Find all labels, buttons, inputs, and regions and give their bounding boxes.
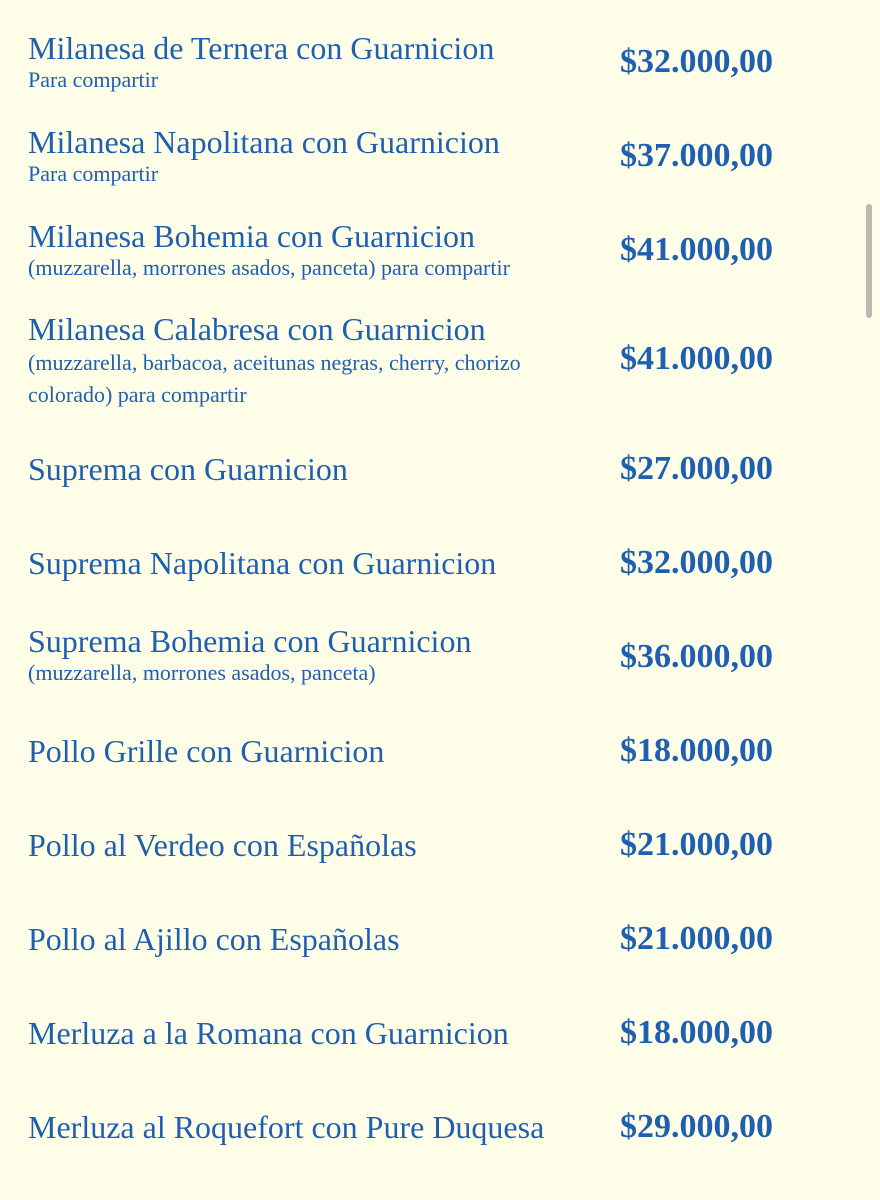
item-name: Suprema Napolitana con Guarnicion xyxy=(28,545,497,581)
item-price: $29.000,00 xyxy=(620,1108,773,1145)
item-price: $21.000,00 xyxy=(620,826,773,863)
item-name: Merluza al Roquefort con Pure Duquesa xyxy=(28,1109,545,1145)
item-price: $41.000,00 xyxy=(620,340,773,377)
item-price: $37.000,00 xyxy=(620,137,773,174)
item-name: Milanesa Calabresa con Guarnicion xyxy=(28,311,486,347)
item-price: $32.000,00 xyxy=(620,544,773,581)
item-price: $21.000,00 xyxy=(620,920,773,957)
scrollbar-thumb[interactable] xyxy=(866,204,872,318)
item-name: Suprema Bohemia con Guarnicion xyxy=(28,623,472,659)
item-price: $36.000,00 xyxy=(620,638,773,675)
item-name: Pollo al Verdeo con Españolas xyxy=(28,827,417,863)
item-price: $41.000,00 xyxy=(620,231,773,268)
item-name: Suprema con Guarnicion xyxy=(28,451,348,487)
item-name: Pollo Grille con Guarnicion xyxy=(28,733,385,769)
item-price: $32.000,00 xyxy=(620,43,773,80)
item-name: Pollo al Ajillo con Españolas xyxy=(28,921,400,957)
item-price: $18.000,00 xyxy=(620,732,773,769)
item-description: (muzzarella, morrones asados, panceta) xyxy=(28,660,376,685)
item-description: Para compartir xyxy=(28,161,159,186)
item-name: Milanesa de Ternera con Guarnicion xyxy=(28,30,495,66)
item-description: Para compartir xyxy=(28,67,159,92)
item-price: $27.000,00 xyxy=(620,450,773,487)
item-name: Milanesa Bohemia con Guarnicion xyxy=(28,218,475,254)
item-name: Milanesa Napolitana con Guarnicion xyxy=(28,124,500,160)
item-description: (muzzarella, barbacoa, aceitunas negras, cherry, chorizo colorado) para compartir xyxy=(28,350,521,407)
item-name: Merluza a la Romana con Guarnicion xyxy=(28,1015,509,1051)
item-price: $18.000,00 xyxy=(620,1014,773,1051)
item-description: (muzzarella, morrones asados, panceta) para compartir xyxy=(28,255,510,280)
